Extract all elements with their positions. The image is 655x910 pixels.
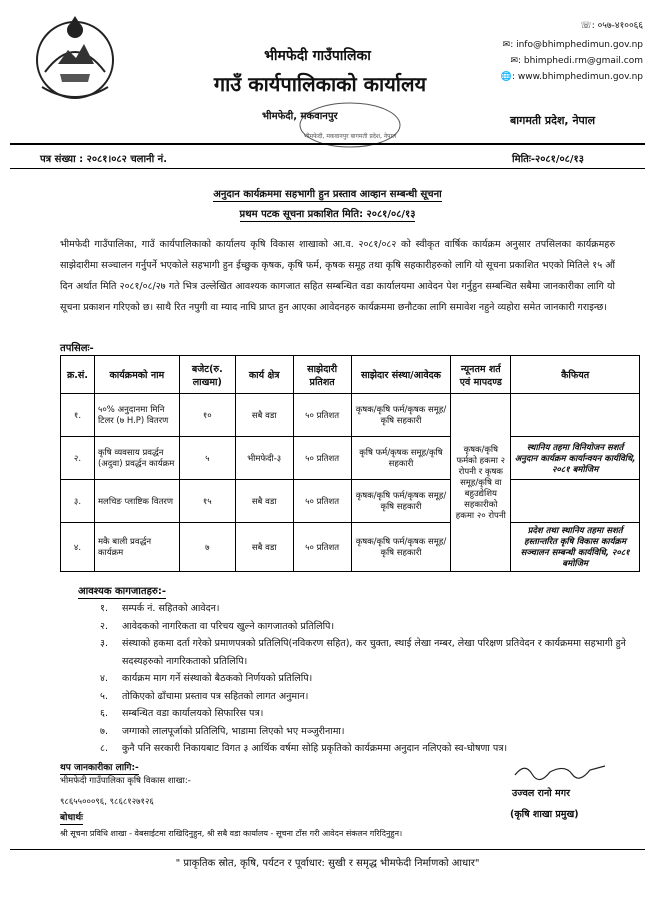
reference-number: पत्र संख्या : २०८१।०८२ चलानी नं.	[40, 154, 168, 165]
email-link[interactable]: ✉: info@bhimphedimun.gov.np	[502, 40, 643, 50]
gmail-link[interactable]: ✉: bhimphedi.rm@gmail.com	[510, 56, 643, 66]
notice-body: भीमफेदी गाउँपालिका, गाउँ कार्यपालिकाको कार्यालय कृषि विकास शाखाको आ.व. २०८१/०८२ को स्वीकृत वार्षिक कार्यक्रम अनुसार तपसिलका कार्यक्रमहरु साझेदारीमा सञ्चालन गर्नुपर्ने भएकोले सहभागी हुन ईच्छुक कृषक, कृषि फर्म, कृषक समूह तथा कृषि सहकारीहरुको लागि यो सूचना प्रकाशित भएको मितिले १५ औं दिन अर्थात मिति २०८१/०८/२७ गते भित्र उल्लेखित आवश्यक कागजात सहित सम्बन्धित वडा कार्यालयमा आवेदन पेश गर्नुहुन सम्बन्धित सबैमा जानकारीका लागि यो सूचना प्रकाशन गरिएको छ। साथै रित नपुगी वा म्याद नाघि प्राप्त हुन आएका आवेदनहरु कार्यक्रममा छनौटका लागि समावेश नहुने व्यहोरा समेत जानकारी गराइन्छ।	[60, 239, 615, 313]
cell-criteria: कृषक/कृषि फर्मको हकमा २ रोपनी र कृषक समूह/कृषि वा बहुउद्येशिय सहकारीको हकमा २० रोपनी	[451, 394, 511, 572]
cc-text: श्री सूचना प्रविधि शाखा - वेबसाईटमा राखिदिनुहुन, श्री सबै वडा कार्यालय - सूचना टाँस गरी आवेदन संकलन गरिदिनुहुन।	[60, 829, 403, 838]
municipality-name: भीमफेदी गाउँपालिका	[264, 48, 371, 64]
nepal-emblem-icon	[30, 12, 120, 102]
footer-slogan: " प्राकृतिक स्रोत, कृषि, पर्यटन र पूर्वाधार: सुखी र समृद्ध भीमफेदी निर्माणको आधार"	[175, 858, 480, 869]
cell-budget: १५	[179, 480, 235, 523]
cell-partner: कृषक/कृषि फर्म/कृषक समूह/कृषि सहकारी	[351, 523, 451, 572]
cell-partner: कृषि फर्म/कृषक समूह/कृषि सहकारी	[351, 437, 451, 480]
col-budget: बजेट(रु. लाखमा)	[179, 356, 235, 394]
cell-share: ५० प्रतिशत	[293, 523, 351, 572]
list-item: ८. कुनै पनि सरकारी निकायबाट विगत ३ आर्थिक वर्षमा सोहि प्रकृतिको कार्यक्रममा अनुदान नलिएको स्व-घोषणा पत्र।	[100, 743, 508, 754]
cell-program: मलचिङ प्लाष्टिक वितरण	[94, 480, 179, 523]
signatory-title: (कृषि शाखा प्रमुख)	[510, 809, 579, 820]
svg-text:भीमफेदी, मकवानपुर बागमती प्रदे: भीमफेदी, मकवानपुर बागमती प्रदेश, नेपाल	[303, 133, 397, 140]
info-office: भीमफेदी गाउँपालिका कृषि विकास शाखा:-	[60, 776, 191, 786]
col-program: कार्यक्रमको नाम	[94, 356, 179, 394]
cell-budget: ५	[179, 437, 235, 480]
cell-sn: २.	[61, 437, 95, 480]
cell-sn: १.	[61, 394, 95, 437]
list-item: २. आवेदकको नागरिकता वा परिचय खुल्ने कागजातको प्रतिलिपि।	[100, 620, 335, 632]
list-item: ६. सम्बन्धित वडा कार्यालयको सिफारिस पत्र।	[100, 708, 264, 719]
province-name: बागमती प्रदेश, नेपाल	[510, 114, 596, 127]
info-phones: ९८६५५०००९६, ९८६८१२७१२६	[60, 797, 154, 807]
cell-sn: ४.	[61, 523, 95, 572]
cell-program: मकै बाली प्रवर्द्धन कार्यक्रम	[94, 523, 179, 572]
letter-date: मितिः-२०८१/०८/१३	[512, 154, 584, 165]
col-criteria: न्यूनतम शर्त एवं मापदण्ड	[451, 356, 511, 394]
cell-budget: १०	[179, 394, 235, 437]
website-link[interactable]: 🌐: www.bhimphedimun.gov.np	[500, 72, 643, 82]
cell-remark: प्रदेश तथा स्थानिय तहमा सशर्त हस्तान्तरित कृषि विकास कार्यक्रम सञ्चालन सम्बन्धी कार्यविधि, २०८१ बमोजिम	[511, 523, 640, 572]
cell-share: ५० प्रतिशत	[293, 480, 351, 523]
cell-remark	[511, 480, 640, 523]
list-item: १. सम्पर्क नं. सहितको आवेदन।	[100, 603, 220, 614]
cell-area: सबै वडा	[235, 394, 293, 437]
program-table	[60, 355, 640, 572]
office-name: गाउँ कार्यपालिकाको कार्यालय	[213, 72, 427, 96]
cell-sn: ३.	[61, 480, 95, 523]
cell-program: ५०% अनुदानमा मिनि टिलर (७ H.P) वितरण	[94, 394, 179, 437]
cell-remark: स्थानिय तहमा विनियोजन सशर्त अनुदान कार्यक्रम कार्यान्वयन कार्यविधि, २०८१ बमोजिम	[511, 437, 640, 480]
table-row	[61, 480, 640, 523]
col-area: कार्य क्षेत्र	[235, 356, 293, 394]
phone-number: ☏: ०५७-४१००६६	[580, 21, 643, 31]
col-partner: साझेदार संस्था/आवेदक	[351, 356, 451, 394]
col-remark: कैफियत	[511, 356, 640, 394]
cell-program: कृषि व्यवसाय प्रवर्द्धन (अदुवा) प्रवर्द्धन कार्यक्रम	[94, 437, 179, 480]
signatory-name: उज्वल रानो मगर	[512, 788, 570, 799]
signature-icon	[510, 760, 610, 782]
info-title: थप जानकारीका लागि:-	[60, 760, 139, 775]
table-row	[61, 523, 640, 572]
office-address: भीमफेदी, मकवानपुर	[262, 111, 338, 122]
cell-share: ५० प्रतिशत	[293, 394, 351, 437]
subject-line-1: अनुदान कार्यक्रममा सहभागी हुन प्रस्ताव आव्हान सम्बन्धी सूचना	[0, 186, 655, 202]
cc-label: बोधार्थः	[60, 810, 83, 825]
list-item: ३. संस्थाको हकमा दर्ता गरेको प्रमाणपत्रको प्रतिलिपि(नविकरण सहित), कर चुक्ता, स्थाई लेखा नम्बर, लेखा परिक्षण प्रतिवेदन र कार्यक्रममा सहभागी हुने सदस्यहरुको नागरिकताको प्रतिलिपि।	[100, 638, 626, 667]
subject-line-2: प्रथम पटक सूचना प्रकाशित मिति: २०८१/०८/१३	[0, 206, 655, 222]
divider	[10, 143, 645, 145]
cell-remark	[511, 394, 640, 437]
documents-title: आवश्यक कागजातहरु:-	[78, 583, 166, 599]
list-item: ७. जग्गाको लालपूर्जाको प्रतिलिपि, भाडामा लिएको भए मञ्जुरीनामा।	[100, 725, 345, 737]
table-row	[61, 437, 640, 480]
cell-area: सबै वडा	[235, 480, 293, 523]
list-item: ५. तोकिएको ढाँचामा प्रस्ताव पत्र सहितको लागत अनुमान।	[100, 690, 309, 702]
table-row	[61, 394, 640, 437]
divider	[10, 168, 645, 169]
col-share: साझेदारी प्रतिशत	[293, 356, 351, 394]
list-item: ४. कार्यक्रम माग गर्ने संस्थाको बैठकको निर्णयको प्रतिलिपि।	[100, 673, 313, 684]
divider	[10, 849, 645, 850]
cell-budget: ७	[179, 523, 235, 572]
cell-area: सबै वडा	[235, 523, 293, 572]
details-label: तपसिलः-	[60, 340, 94, 356]
cell-share: ५० प्रतिशत	[293, 437, 351, 480]
cell-area: भीमफेदी-३	[235, 437, 293, 480]
cell-partner: कृषक/कृषि फर्म/कृषक समूह/कृषि सहकारी	[351, 394, 451, 437]
documents-list	[100, 600, 640, 758]
table-header-row	[61, 356, 640, 394]
col-sn: क्र.सं.	[61, 356, 95, 394]
cell-partner: कृषक/कृषि फर्म/कृषक समूह/कृषि सहकारी	[351, 480, 451, 523]
